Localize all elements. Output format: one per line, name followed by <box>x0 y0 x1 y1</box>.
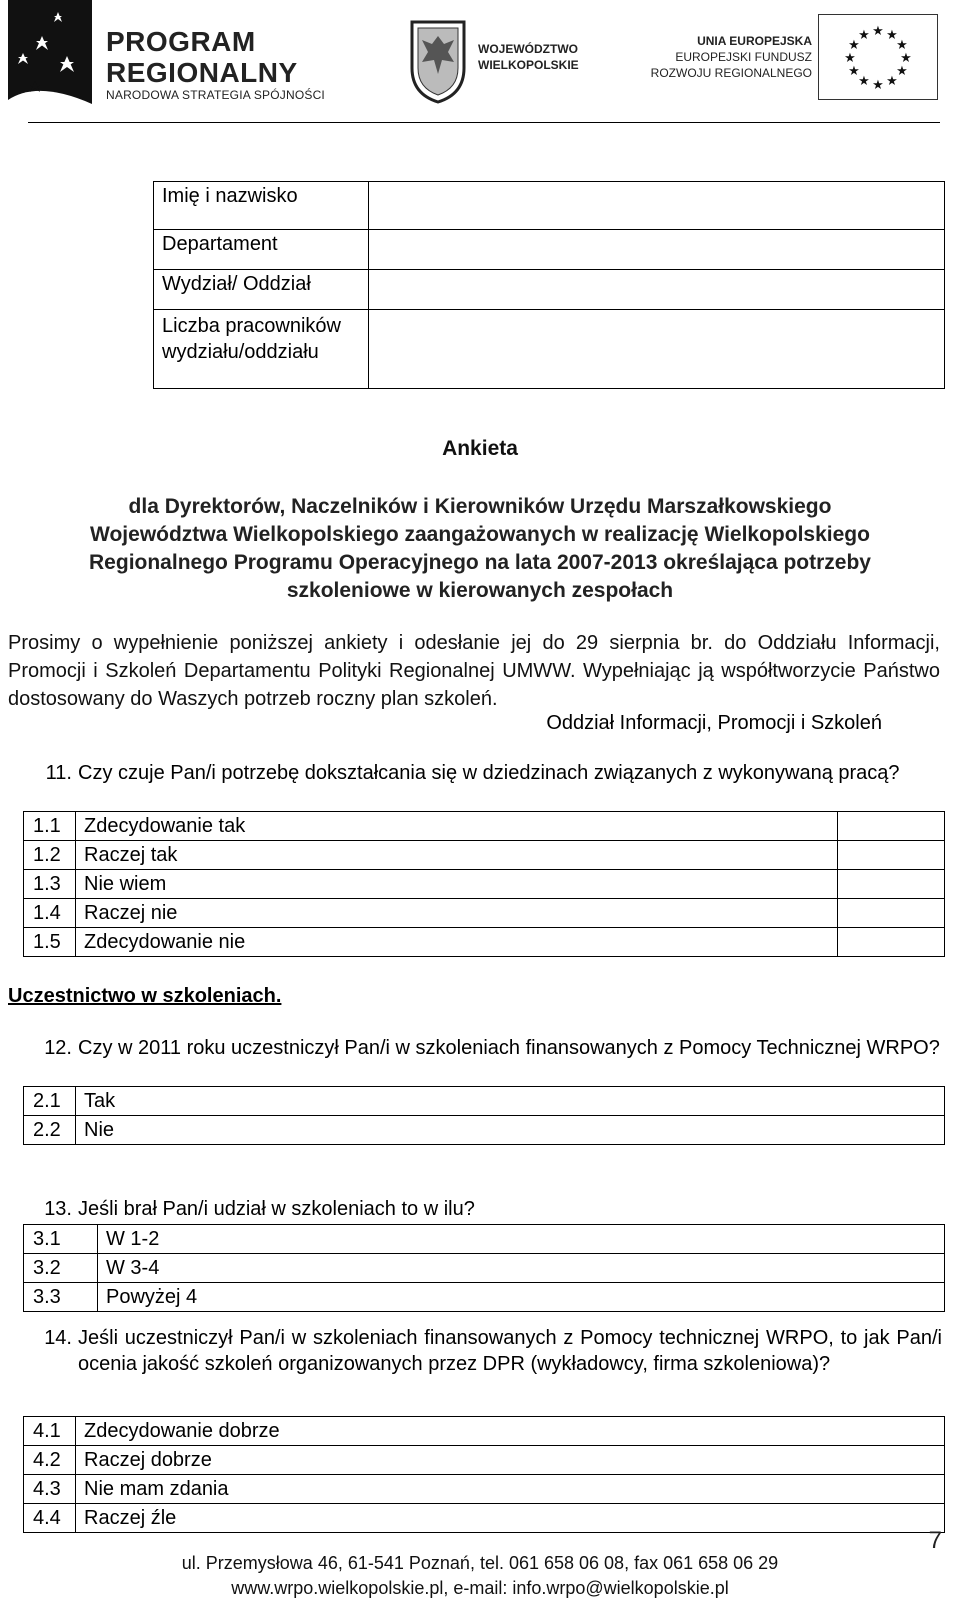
option-answer-cell[interactable] <box>838 870 945 899</box>
q14-options-table <box>23 1416 945 1533</box>
table-row[interactable] <box>24 1087 945 1116</box>
footer-address: ul. Przemysłowa 46, 61-541 Poznań, tel. 061 658 06 08, fax 061 658 06 29 <box>181 1553 779 1573</box>
option-label: Zdecydowanie nie <box>76 928 838 957</box>
svg-text:★: ★ <box>848 38 860 53</box>
eagle-crest-icon <box>408 18 468 104</box>
intro-paragraph: Prosimy o wypełnienie poniższej ankiety i odesłanie jej do 29 sierpnia br. do Oddziału Informacji, Promocji i Szkoleń Departamentu Polityki Regionalnej UMWW. Wypełniając ją współtworzycie Państwo dostosowany do Waszych potrzeb roczny plan szkoleń. <box>8 632 940 710</box>
table-row[interactable] <box>24 1116 945 1145</box>
region-line1: WOJEWÓDZTWO <box>478 42 578 56</box>
division-label: Wydział/ Oddział <box>154 270 369 310</box>
option-number: 2.2 <box>24 1116 76 1145</box>
option-number: 1.1 <box>24 812 76 841</box>
svg-text:★: ★ <box>844 51 856 66</box>
table-row[interactable] <box>24 841 945 870</box>
option-number: 3.3 <box>24 1283 98 1312</box>
survey-subtitle-line: szkoleniowe w kierowanych zespołach <box>286 579 674 602</box>
table-row[interactable] <box>24 1225 945 1254</box>
option-label: Nie <box>76 1116 945 1145</box>
option-label: Tak <box>76 1087 945 1116</box>
program-line1: PROGRAM <box>106 26 256 57</box>
department-field[interactable] <box>369 230 945 270</box>
table-row <box>154 270 945 310</box>
question-text: Jeśli uczestniczył Pan/i w szkoleniach finansowanych z Pomocy technicznej WRPO, to jak Pan/i ocenia jakość szkoleń organizowanych przez DPR (wykładowcy, firma szkoleniowa)? <box>78 1327 942 1375</box>
survey-title: Ankieta <box>442 437 518 460</box>
department-label: Departament <box>154 230 369 270</box>
program-line3: NARODOWA STRATEGIA SPÓJNOŚCI <box>106 88 325 102</box>
eu-line1: UNIA EUROPEJSKA <box>697 34 812 48</box>
section-heading: Uczestnictwo w szkoleniach. <box>8 985 282 1007</box>
option-label: Nie mam zdania <box>76 1475 945 1504</box>
table-row <box>154 310 945 389</box>
svg-text:★: ★ <box>872 78 884 93</box>
stars-logo-icon <box>8 0 92 112</box>
svg-text:★: ★ <box>896 64 908 79</box>
name-label: Imię i nazwisko <box>154 182 369 230</box>
question-number: 14. <box>44 1327 72 1349</box>
option-number: 1.5 <box>24 928 76 957</box>
question-text: Czy w 2011 roku uczestniczył Pan/i w szkoleniach finansowanych z Pomocy Technicznej WRPO? <box>78 1037 940 1059</box>
option-label: Raczej źle <box>76 1504 945 1533</box>
header-divider <box>28 122 940 123</box>
wielkopolska-logo <box>408 18 618 104</box>
eu-line3: ROZWOJU REGIONALNEGO <box>650 66 812 80</box>
option-number: 1.4 <box>24 899 76 928</box>
q12-options-table <box>23 1086 945 1145</box>
option-label: W 3-4 <box>98 1254 945 1283</box>
question-11 <box>32 760 942 786</box>
option-number: 3.1 <box>24 1225 98 1254</box>
svg-text:★: ★ <box>886 74 898 89</box>
division-field[interactable] <box>369 270 945 310</box>
table-row[interactable] <box>24 928 945 957</box>
question-text: Czy czuje Pan/i potrzebę dokształcania się w dziedzinach związanych z wykonywaną pracą? <box>78 762 900 784</box>
svg-text:★: ★ <box>886 28 898 43</box>
option-label: Raczej dobrze <box>76 1446 945 1475</box>
q11-options-table <box>23 811 945 957</box>
region-line2: WIELKOPOLSKIE <box>478 58 579 72</box>
name-field[interactable] <box>369 182 945 230</box>
question-number: 13. <box>44 1198 72 1220</box>
option-number: 4.1 <box>24 1417 76 1446</box>
table-row[interactable] <box>24 1446 945 1475</box>
survey-subtitle-line: dla Dyrektorów, Naczelników i Kierowników Urzędu Marszałkowskiego <box>128 495 832 518</box>
footer-contact: www.wrpo.wielkopolskie.pl, e-mail: info.wrpo@wielkopolskie.pl <box>231 1578 729 1598</box>
staff-count-field[interactable] <box>369 310 945 389</box>
option-answer-cell[interactable] <box>838 899 945 928</box>
survey-subtitle-line: Regionalnego Programu Operacyjnego na lata 2007-2013 określająca potrzeby <box>89 551 871 574</box>
eu-line2: EUROPEJSKI FUNDUSZ <box>675 50 812 64</box>
respondent-info-table <box>153 181 945 389</box>
option-answer-cell[interactable] <box>838 812 945 841</box>
page-number: 7 <box>928 1527 942 1554</box>
eu-flag-icon <box>818 14 938 100</box>
question-number: 11. <box>45 762 72 784</box>
option-number: 2.1 <box>24 1087 76 1116</box>
staff-count-label: Liczba pracowników wydziału/oddziału <box>154 310 369 389</box>
option-answer-cell[interactable] <box>838 928 945 957</box>
option-number: 1.2 <box>24 841 76 870</box>
question-14 <box>32 1325 942 1377</box>
option-number: 4.4 <box>24 1504 76 1533</box>
svg-text:★: ★ <box>872 24 884 39</box>
program-regionalny-logo <box>8 0 348 112</box>
table-row[interactable] <box>24 870 945 899</box>
table-row[interactable] <box>24 1283 945 1312</box>
option-number: 4.3 <box>24 1475 76 1504</box>
table-row[interactable] <box>24 1504 945 1533</box>
option-label: Raczej tak <box>76 841 838 870</box>
option-label: Powyżej 4 <box>98 1283 945 1312</box>
svg-text:★: ★ <box>896 38 908 53</box>
option-number: 3.2 <box>24 1254 98 1283</box>
intro-signature: Oddział Informacji, Promocji i Szkoleń <box>546 712 882 734</box>
table-row[interactable] <box>24 1475 945 1504</box>
table-row[interactable] <box>24 899 945 928</box>
eu-logo <box>650 8 940 98</box>
survey-subtitle-line: Województwa Wielkopolskiego zaangażowanych w realizację Wielkopolskiego <box>90 523 870 546</box>
option-label: Nie wiem <box>76 870 838 899</box>
table-row[interactable] <box>24 812 945 841</box>
svg-text:★: ★ <box>848 64 860 79</box>
program-line2: REGIONALNY <box>106 57 298 88</box>
option-label: W 1-2 <box>98 1225 945 1254</box>
option-label: Raczej nie <box>76 899 838 928</box>
option-number: 1.3 <box>24 870 76 899</box>
svg-text:★: ★ <box>900 51 912 66</box>
question-13 <box>32 1196 942 1222</box>
table-row <box>154 182 945 230</box>
question-12 <box>32 1035 942 1061</box>
q13-options-table <box>23 1224 945 1312</box>
option-answer-cell[interactable] <box>838 841 945 870</box>
svg-text:★: ★ <box>858 28 870 43</box>
option-label: Zdecydowanie tak <box>76 812 838 841</box>
question-number: 12. <box>44 1037 72 1059</box>
option-number: 4.2 <box>24 1446 76 1475</box>
option-label: Zdecydowanie dobrze <box>76 1417 945 1446</box>
table-row[interactable] <box>24 1254 945 1283</box>
question-text: Jeśli brał Pan/i udział w szkoleniach to w ilu? <box>78 1198 475 1220</box>
svg-text:★: ★ <box>858 74 870 89</box>
table-row <box>154 230 945 270</box>
table-row[interactable] <box>24 1417 945 1446</box>
